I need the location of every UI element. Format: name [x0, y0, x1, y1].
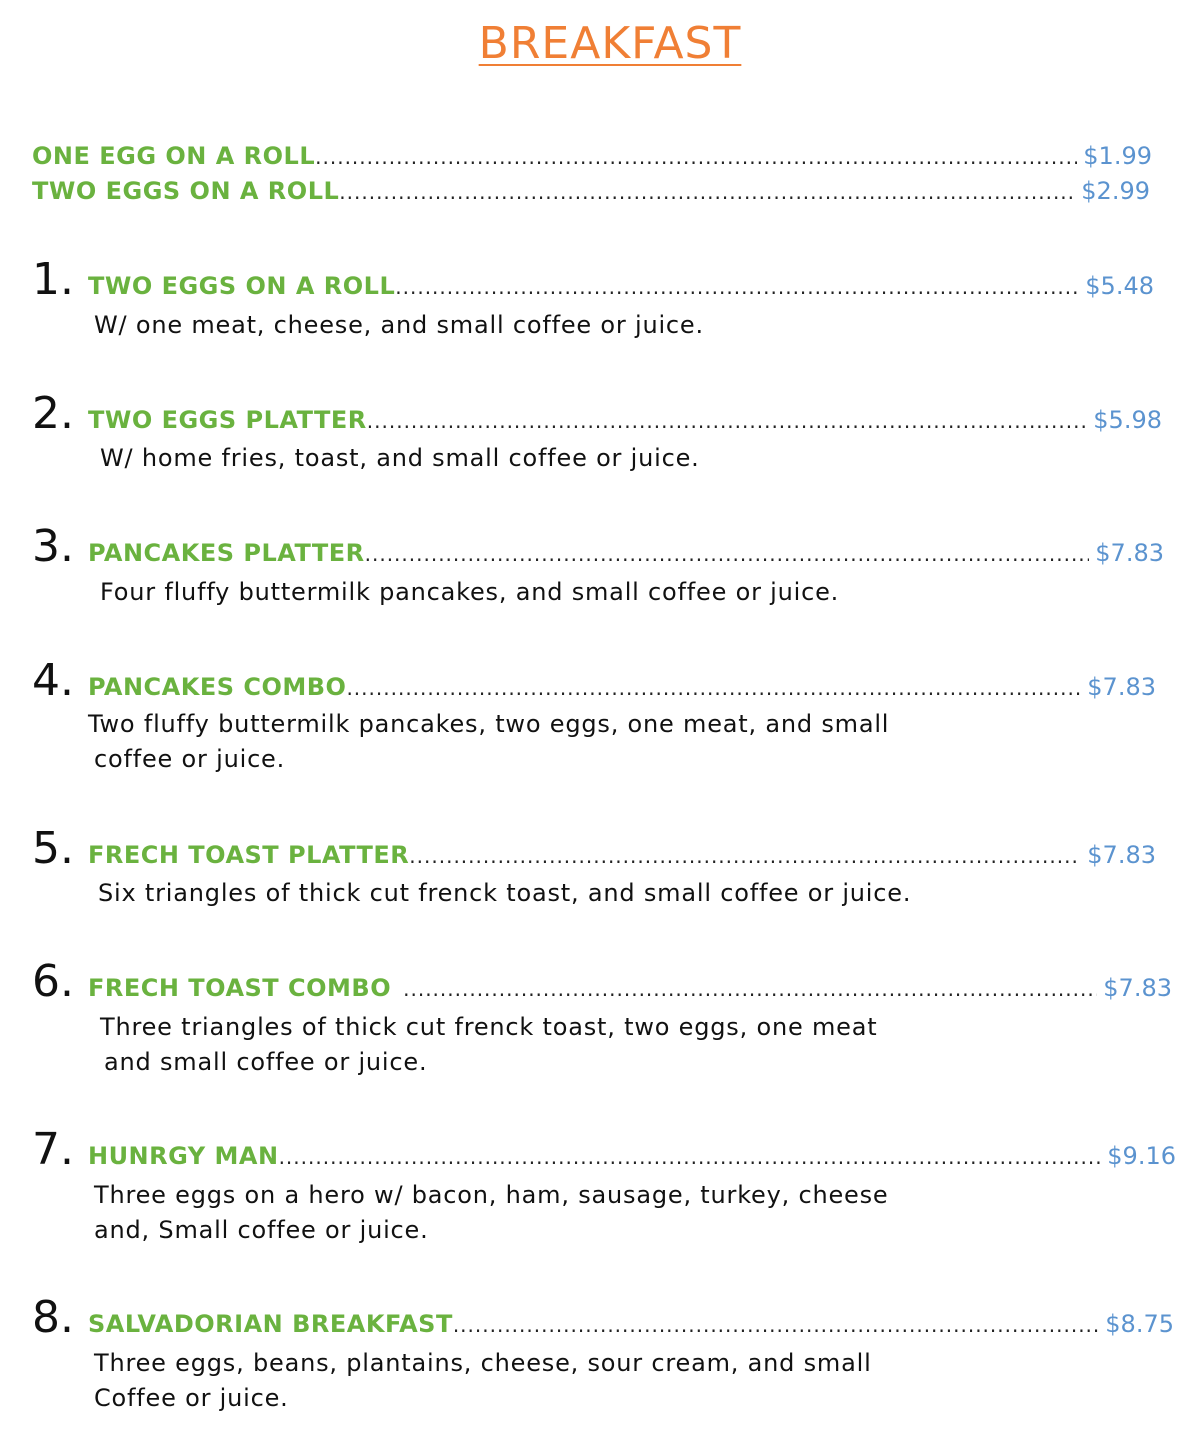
- item-number: 8.: [32, 1296, 74, 1340]
- leader-dots: [453, 1313, 1099, 1337]
- leader-dots: [346, 676, 1081, 700]
- leader-dots: [395, 275, 1079, 299]
- menu-title: BREAKFAST: [478, 18, 742, 69]
- menu-item-2: [32, 392, 1162, 436]
- item-number: 7.: [32, 1128, 74, 1172]
- item-description: [94, 1178, 888, 1248]
- item-price: $8.75: [1105, 1310, 1174, 1338]
- item-price: $1.99: [1083, 142, 1152, 170]
- description-line: Three triangles of thick cut frenck toast, two eggs, one meat: [100, 1013, 878, 1041]
- item-description: [100, 1010, 877, 1080]
- description-line: W/ one meat, cheese, and small coffee or juice.: [94, 311, 704, 339]
- leader-dots: [315, 145, 1077, 169]
- description-line: Three eggs, beans, plantains, cheese, sour cream, and small: [94, 1349, 872, 1377]
- description-line: coffee or juice.: [94, 745, 286, 773]
- leader-dots: [409, 844, 1081, 868]
- item-description: [88, 707, 889, 777]
- item-name: TWO EGGS ON A ROLL: [32, 177, 340, 205]
- item-description: [94, 308, 704, 343]
- item-name: TWO EGGS ON A ROLL: [87, 272, 396, 300]
- item-number: 2.: [32, 392, 74, 436]
- item-name: HUNRGY MAN: [87, 1142, 279, 1170]
- item-number: 3.: [32, 525, 74, 569]
- item-name: ONE EGG ON A ROLL: [32, 142, 316, 170]
- description-line: Two fluffy buttermilk pancakes, two eggs, one meat, and small: [88, 710, 890, 738]
- leader-dots: [365, 542, 1090, 566]
- menu-item-4: [32, 659, 1156, 703]
- simple-item-one-egg: [32, 142, 1152, 170]
- item-name: SALVADORIAN BREAKFAST: [87, 1310, 453, 1338]
- menu-item-3: [32, 525, 1164, 569]
- item-number: 6.: [32, 960, 74, 1004]
- item-number: 5.: [32, 827, 74, 871]
- leader-dots: [339, 180, 1075, 204]
- item-description: [94, 1346, 872, 1416]
- description-line: and small coffee or juice.: [104, 1048, 428, 1076]
- menu-item-6: [32, 960, 1172, 1004]
- item-name: PANCAKES PLATTER: [87, 539, 365, 567]
- leader-dots: [391, 977, 1097, 1001]
- item-price: $7.83: [1103, 974, 1172, 1002]
- item-price: $9.16: [1107, 1142, 1176, 1170]
- description-line: and, Small coffee or juice.: [94, 1216, 429, 1244]
- description-line: Three eggs on a hero w/ bacon, ham, sausage, turkey, cheese: [94, 1181, 889, 1209]
- item-name: PANCAKES COMBO: [87, 673, 347, 701]
- menu-item-7: [32, 1128, 1176, 1172]
- item-name: TWO EGGS PLATTER: [87, 406, 367, 434]
- description-line: W/ home fries, toast, and small coffee or juice.: [100, 444, 700, 472]
- item-name: FRECH TOAST COMBO: [87, 974, 392, 1002]
- item-price: $2.99: [1081, 177, 1150, 205]
- description-line: Four fluffy buttermilk pancakes, and small coffee or juice.: [100, 578, 840, 606]
- item-price: $5.98: [1093, 406, 1162, 434]
- item-price: $5.48: [1085, 272, 1154, 300]
- leader-dots: [279, 1145, 1102, 1169]
- item-name: FRECH TOAST PLATTER: [87, 841, 410, 869]
- item-price: $7.83: [1095, 539, 1164, 567]
- item-number: 1.: [32, 258, 74, 302]
- menu-item-8: [32, 1296, 1174, 1340]
- description-line: Six triangles of thick cut frenck toast, and small coffee or juice.: [98, 879, 912, 907]
- item-price: $7.83: [1087, 673, 1156, 701]
- menu-item-5: [32, 827, 1156, 871]
- simple-item-two-eggs: [32, 177, 1150, 205]
- item-description: [100, 441, 700, 476]
- item-price: $7.83: [1087, 841, 1156, 869]
- description-line: Coffee or juice.: [94, 1384, 289, 1412]
- item-number: 4.: [32, 659, 74, 703]
- leader-dots: [367, 409, 1088, 433]
- menu-item-1: [32, 258, 1154, 302]
- item-description: [100, 575, 839, 610]
- item-description: [98, 876, 911, 911]
